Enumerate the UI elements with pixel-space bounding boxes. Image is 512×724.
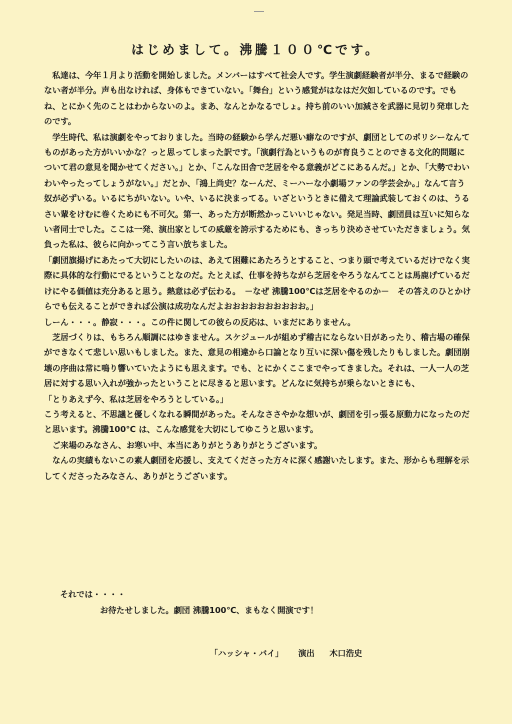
credit-role: 演出 bbox=[298, 648, 315, 658]
paragraph-5: 芝居づくりは、もちろん順調にはゆきません。スケジュールが組めず稽古にならない日があったり、稽古場の確保ができなくて悲しい思いもしました。また、意見の相違から口論となり互いに深い傷を残したりもしました。劇団崩壊の序曲は常に鳴り響いていたようにも思えます。でも、とにかくここまでやってきました。それは、一人一人の芝居に対する思い入れが強かったということに尽きると思います。どんなに気持ちが乗らないときにも、 bbox=[44, 331, 470, 389]
paragraph-6: 「とりあえず今、私は芝居をやろうとしている。」 bbox=[44, 393, 229, 404]
paragraph-4: しーん・・・。静寂・・・。この件に関しての彼らの反応は、いまだにありません。 bbox=[44, 316, 356, 327]
closing bbox=[60, 586, 480, 618]
closing-line-1: それでは・・・・ bbox=[60, 589, 126, 599]
paragraph-7: こう考えると、不思議と優しくなれる瞬間があった。そんなささやかな想いが、劇団を引っ張る原動力になったのだと思います。沸騰100℃ は、こんな感覚を大切にしてゆこうと思います。 bbox=[44, 408, 470, 435]
credit-group: 「ハッシャ・バイ」 bbox=[209, 648, 284, 658]
credit-line bbox=[0, 648, 512, 659]
paragraph-2: 学生時代、私は演劇をやっておりました。当時の経験から学んだ悪い癖なのですが、劇団としてのポリシーなんてものがあった方がいいかな？っと思ってしまった訳です。「演劇行為というものが育良うことのできる文化的問題について君の意見を聞かせてください。」とか、「こんな田舎で芝居をやる意義がどこにあるんだ。」とか、「大勢でわいわいやったってしょうがない。」だとか、「鴻上尚史？なーんだ、ミーハーな小劇場ファンの学芸会か。」なんて言う奴が必ずいる。いるにちがいない。いや、いるに決まってる。いざというときに備えて理論武装しておくのは、うるさい輩をけむに巻くためにも不可欠。第一、あった方が断然かっこいいじゃない。発足当時、劇団員は互いに知らない者同士でした。ここは一発、演出家としての威厳を誇示するためにも、きっちり決めさせていただきましょう。気負った私は、彼らに向かってこう言い放ちました。 bbox=[44, 131, 470, 250]
credit-name: 木口浩史 bbox=[329, 648, 363, 658]
body-text bbox=[44, 68, 472, 484]
paragraph-9: なんの実績もないこの素人劇団を応援し、支えてくださった方々に深く感謝いたします。また、形からも理解を示してくださったみなさん、ありがとうございます。 bbox=[44, 455, 470, 481]
paragraph-8: ご来場のみなさん、お寒い中、本当にありがとうありがとうございます。 bbox=[52, 439, 323, 450]
paragraph-1: 私達は、今年１月より活動を開始しました。メンバーはすべて社会人です。学生演劇経験者が半分、まるで経験のない者が半分。声も出なければ、身体もできていない。「舞台」という感覚がはなはだ欠如しているのです。でもね、とにかく先のことはわからないのよ。まあ、なんとかなるでしょ。持ち前のいい加減さを武器に見切り発車したのです。 bbox=[44, 70, 470, 127]
page-title: はじめまして。沸騰１００℃です。 bbox=[131, 42, 381, 57]
paragraph-3: 「劇団旗揚げにあたって大切にしたいのは、あえて困難にあたろうとすること、つまり頭で考えているだけでなく実際に具体的な行動にでるということなのだ。たとえば、仕事を持ちながら芝居をやろうなんてことは馬鹿げているだけにやる価値は充分あると思う。熱意は必ず伝わる。 －なぜ 沸騰100℃は芝居をやるのか－ その答えのひとかけらでも伝えることができれば公演は成功なんだよおおおおおおおおおお。」 bbox=[44, 254, 471, 312]
punch-mark bbox=[254, 11, 264, 18]
closing-line-2: お待たせしました。劇団 沸騰100℃、まもなく開演です！ bbox=[100, 605, 319, 615]
